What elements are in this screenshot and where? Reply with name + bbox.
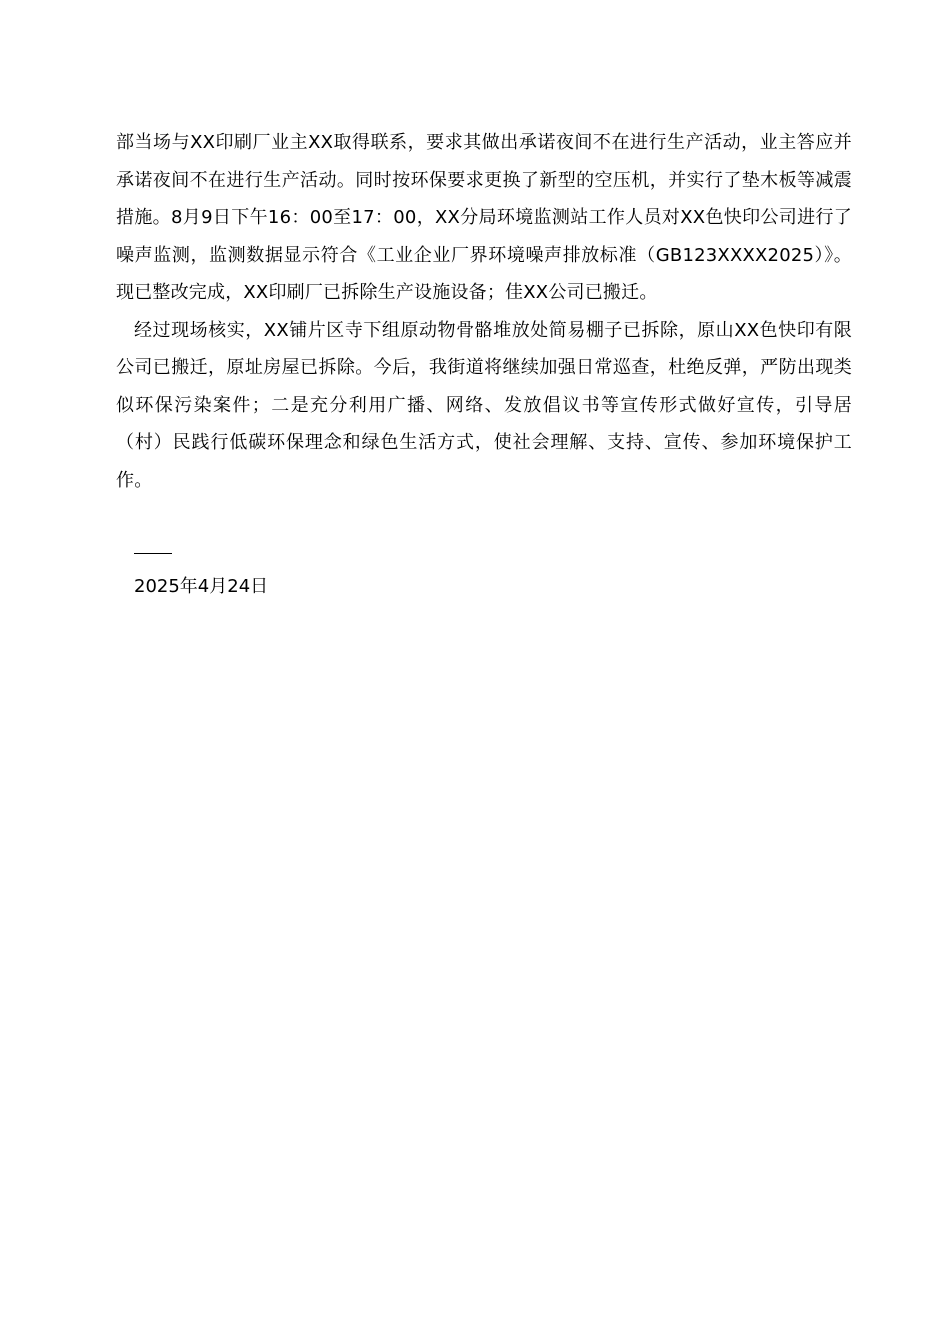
signature-line (134, 553, 172, 554)
document-date: 2025年4月24日 (134, 576, 269, 597)
paragraph-rectification-report: 部当场与XX印刷厂业主XX取得联系，要求其做出承诺夜间不在进行生产活动，业主答应并承诺夜间不在进行生产活动。同时按环保要求更换了新型的空压机，并实行了垫木板等减震措施。8月9日下午16：00至17：00，XX分局环境监测站工作人员对XX色快印公司进行了噪声监测，监测数据显示符合《工业企业厂界环境噪声排放标准（GB123XXXX2025）》。现已整改完成，XX印刷厂已拆除生产设施设备；佳XX公司已搬迁。 (116, 132, 852, 303)
paragraph-verification-followup: 经过现场核实，XX铺片区寺下组原动物骨骼堆放处简易棚子已拆除，原山XX色快印有限公司已搬迁，原址房屋已拆除。今后，我街道将继续加强日常巡查，杜绝反弹，严防出现类似环保污染案件；二是充分利用广播、网络、发放倡议书等宣传形式做好宣传，引导居（村）民践行低碳环保理念和绿色生活方式，使社会理解、支持、宣传、参加环境保护工作。 (116, 319, 852, 491)
document-body (116, 124, 852, 499)
